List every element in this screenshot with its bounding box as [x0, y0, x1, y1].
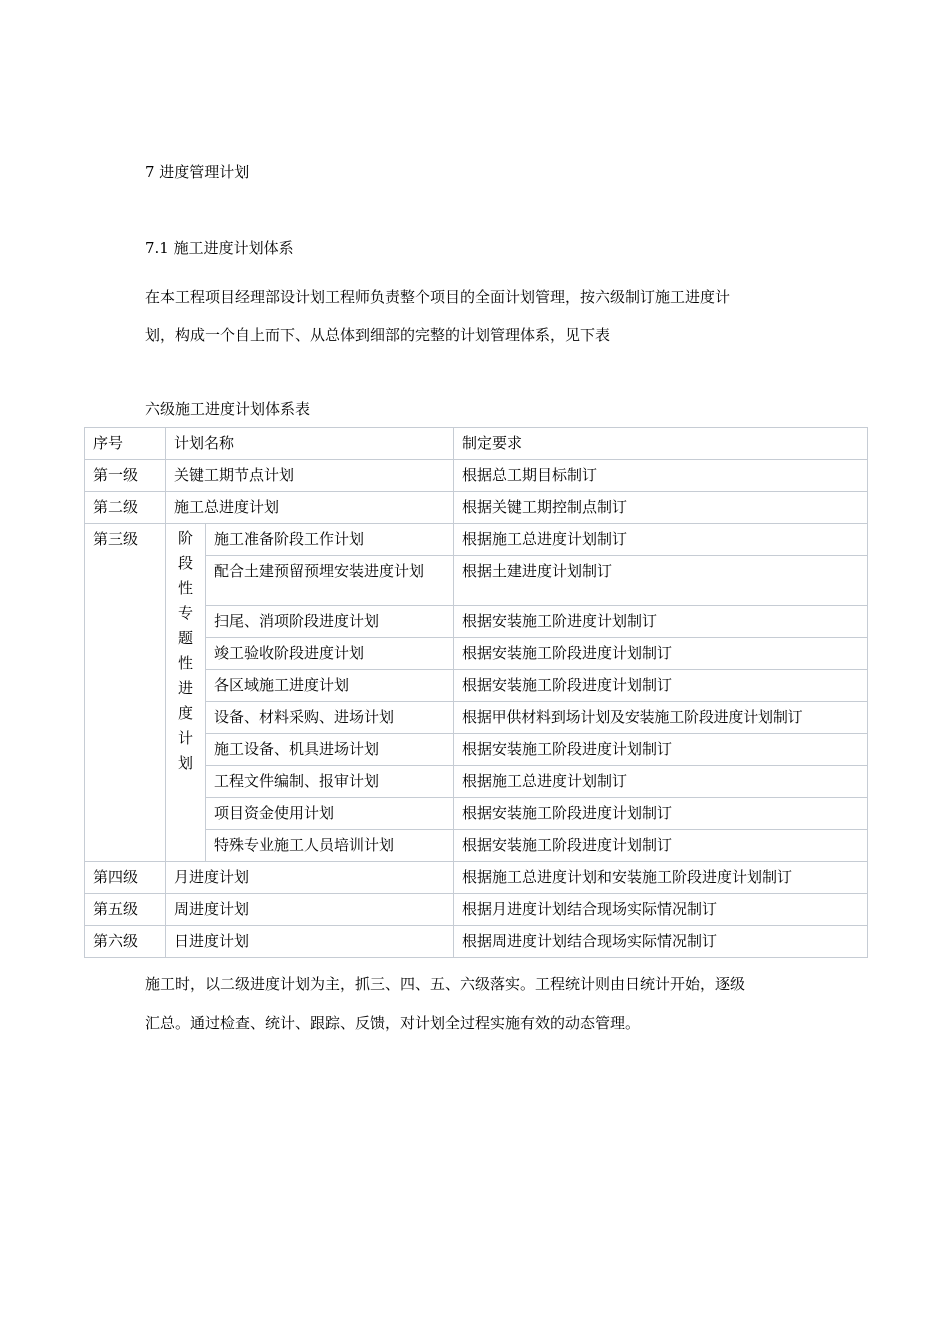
plan-name-cell: 关键工期节点计划	[166, 460, 454, 492]
header-requirement: 制定要求	[454, 428, 868, 460]
section-heading: 7 进度管理计划	[145, 163, 250, 181]
requirement-cell: 根据安装施工阶段进度计划制订	[454, 734, 868, 766]
requirement-cell: 根据土建进度计划制订	[454, 556, 868, 606]
table-row	[85, 862, 868, 894]
requirement-cell: 根据施工总进度计划和安装施工阶段进度计划制订	[454, 862, 868, 894]
level-cell: 第六级	[85, 926, 166, 958]
intro-paragraph-line-1: 在本工程项目经理部设计划工程师负责整个项目的全面计划管理，按六级制订施工进度计	[145, 288, 731, 306]
plan-name-cell: 日进度计划	[166, 926, 454, 958]
plan-name-cell: 施工设备、机具进场计划	[206, 734, 454, 766]
requirement-cell: 根据周进度计划结合现场实际情况制订	[454, 926, 868, 958]
header-plan-name: 计划名称	[166, 428, 454, 460]
level-cell: 第二级	[85, 492, 166, 524]
plan-name-cell: 设备、材料采购、进场计划	[206, 702, 454, 734]
requirement-cell: 根据安装施工阶段进度计划制订	[454, 670, 868, 702]
requirement-cell: 根据安装施工阶段进度计划制订	[454, 638, 868, 670]
requirement-cell: 根据甲供材料到场计划及安装施工阶段进度计划制订	[454, 702, 868, 734]
requirement-cell: 根据总工期目标制订	[454, 460, 868, 492]
table-row	[85, 460, 868, 492]
requirement-cell: 根据月进度计划结合现场实际情况制订	[454, 894, 868, 926]
table-row	[85, 894, 868, 926]
plan-name-cell: 月进度计划	[166, 862, 454, 894]
plan-name-cell: 项目资金使用计划	[206, 798, 454, 830]
level-cell: 第四级	[85, 862, 166, 894]
closing-paragraph-line-2: 汇总。通过检查、统计、跟踪、反馈，对计划全过程实施有效的动态管理。	[145, 1014, 641, 1032]
requirement-cell: 根据安装施工阶段进度计划制订	[454, 830, 868, 862]
table-header-row	[85, 428, 868, 460]
level-cell: 第五级	[85, 894, 166, 926]
group-label-text: 阶段性专题性进度计划	[177, 529, 193, 772]
level-cell: 第三级	[85, 524, 166, 862]
table-row	[85, 492, 868, 524]
plan-name-cell: 特殊专业施工人员培训计划	[206, 830, 454, 862]
table-row	[85, 926, 868, 958]
group-label-vertical	[166, 524, 206, 862]
requirement-cell: 根据安装施工阶段进度计划制订	[454, 798, 868, 830]
plan-name-cell: 工程文件编制、报审计划	[206, 766, 454, 798]
requirement-cell: 根据关键工期控制点制订	[454, 492, 868, 524]
plan-name-cell: 周进度计划	[166, 894, 454, 926]
level-cell: 第一级	[85, 460, 166, 492]
plan-name-cell: 竣工验收阶段进度计划	[206, 638, 454, 670]
table-caption: 六级施工进度计划体系表	[145, 400, 311, 418]
plan-name-cell: 施工准备阶段工作计划	[206, 524, 454, 556]
header-seq: 序号	[85, 428, 166, 460]
requirement-cell: 根据安装施工阶进度计划制订	[454, 606, 868, 638]
plan-name-cell: 扫尾、消项阶段进度计划	[206, 606, 454, 638]
intro-paragraph-line-2: 划，构成一个自上而下、从总体到细部的完整的计划管理体系，见下表	[145, 326, 611, 344]
table-row	[85, 524, 868, 556]
plan-name-cell: 各区域施工进度计划	[206, 670, 454, 702]
requirement-cell: 根据施工总进度计划制订	[454, 766, 868, 798]
plan-name-cell: 施工总进度计划	[166, 492, 454, 524]
requirement-cell: 根据施工总进度计划制订	[454, 524, 868, 556]
subsection-heading: 7.1 施工进度计划体系	[145, 239, 294, 257]
closing-paragraph-line-1: 施工时，以二级进度计划为主，抓三、四、五、六级落实。工程统计则由日统计开始，逐级	[145, 975, 746, 993]
schedule-system-table	[84, 427, 868, 958]
plan-name-cell: 配合土建预留预埋安装进度计划	[206, 556, 454, 606]
